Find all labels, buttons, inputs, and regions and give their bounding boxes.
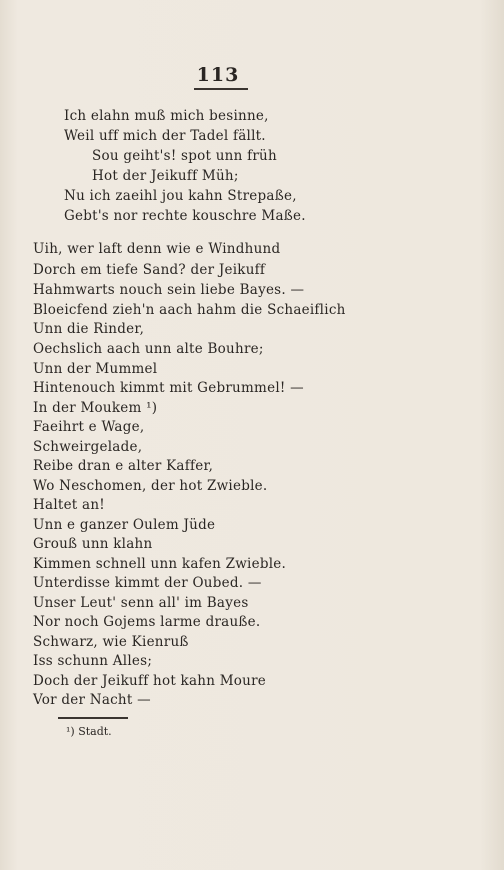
poem-line: Nu ich zaeihl jou kahn Strepaße, — [64, 188, 297, 204]
poem-line: Kimmen schnell unn kafen Zwieble. — [33, 556, 287, 572]
poem-line: Sou geiht's! spot unn früh — [92, 148, 277, 164]
footnote: ¹) Stadt. — [66, 725, 112, 738]
poem-line: Hot der Jeikuff Müh; — [92, 168, 239, 184]
poem-line: Ich elahn muß mich besinne, — [64, 108, 269, 124]
poem-line: Vor der Nacht — — [33, 692, 151, 708]
poem-line: Bloeicfend zieh'n aach hahm die Schaeiflich — [33, 302, 346, 318]
poem-line: In der Moukem ¹) — [33, 400, 158, 416]
poem-line: Unn die Rinder, — [33, 321, 145, 337]
poem-line: Hintenouch kimmt mit Gebrummel! — — [33, 380, 304, 396]
poem-line: Unser Leut' senn all' im Bayes — [33, 595, 249, 611]
poem-line: Grouß unn klahn — [33, 536, 153, 552]
poem-line: Uih, wer laft denn wie e Windhund — [33, 241, 281, 257]
poem-line: Reibe dran e alter Kaffer, — [33, 458, 214, 474]
footnote-rule — [58, 717, 128, 719]
poem-line: Schweirgelade, — [33, 439, 143, 455]
poem-line: Hahmwarts nouch sein liebe Bayes. — — [33, 282, 305, 298]
poem-line: Nor noch Gojems larme drauße. — [33, 614, 261, 630]
poem-line: Gebt's nor rechte kouschre Maße. — [64, 208, 306, 224]
poem-line: Iss schunn Alles; — [33, 653, 153, 669]
poem-line: Unn der Mummel — [33, 361, 158, 377]
poem-line: Dorch em tiefe Sand? der Jeikuff — [33, 262, 266, 278]
poem-line: Doch der Jeikuff hot kahn Moure — [33, 673, 267, 689]
poem-line: Unn e ganzer Oulem Jüde — [33, 517, 216, 533]
page-number: 113 — [196, 64, 240, 86]
poem-line: Faeihrt e Wage, — [33, 419, 145, 435]
poem-line: Wo Neschomen, der hot Zwieble. — [33, 478, 268, 494]
poem-line: Haltet an! — [33, 497, 105, 513]
poem-line: Unterdisse kimmt der Oubed. — — [33, 575, 262, 591]
poem-line: Oechslich aach unn alte Bouhre; — [33, 341, 264, 357]
poem-line: Weil uff mich der Tadel fällt. — [64, 128, 266, 144]
poem-line: Schwarz, wie Kienruß — [33, 634, 189, 650]
